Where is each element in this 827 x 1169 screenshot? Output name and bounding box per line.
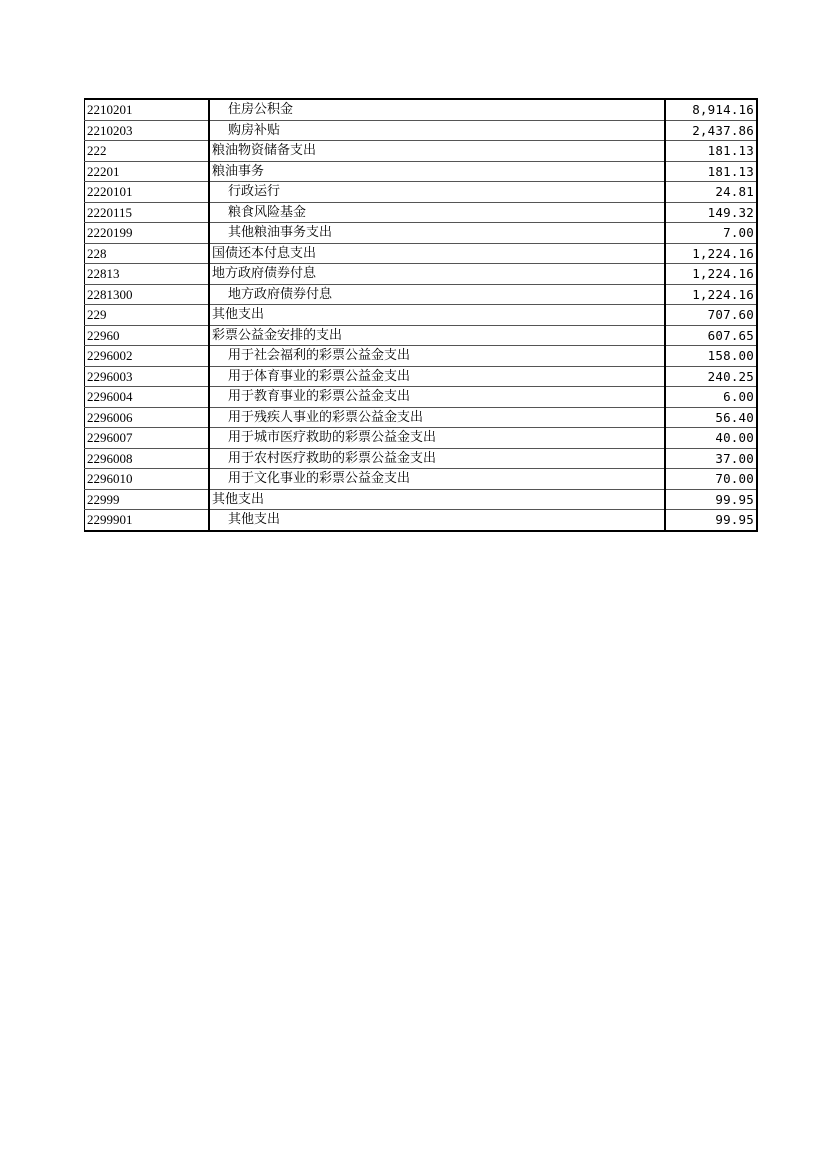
table-row xyxy=(85,182,758,203)
subject-code-cell: 2220115 xyxy=(85,202,210,223)
amount-cell: 181.13 xyxy=(665,161,757,182)
subject-code-cell: 2210201 xyxy=(85,99,210,120)
amount-cell: 149.32 xyxy=(665,202,757,223)
subject-name-cell: 用于教育事业的彩票公益金支出 xyxy=(209,387,665,408)
subject-name-cell: 其他粮油事务支出 xyxy=(209,223,665,244)
subject-code-cell: 2296010 xyxy=(85,469,210,490)
amount-cell: 7.00 xyxy=(665,223,757,244)
subject-name-cell: 地方政府债券付息 xyxy=(209,284,665,305)
table-row xyxy=(85,264,758,285)
subject-name-cell: 粮油物资储备支出 xyxy=(209,141,665,162)
amount-cell: 707.60 xyxy=(665,305,757,326)
subject-code-cell: 22960 xyxy=(85,325,210,346)
subject-name-cell: 用于城市医疗救助的彩票公益金支出 xyxy=(209,428,665,449)
table-body xyxy=(85,99,758,531)
subject-name-cell: 其他支出 xyxy=(209,305,665,326)
subject-code-cell: 22201 xyxy=(85,161,210,182)
table-row xyxy=(85,141,758,162)
subject-name-cell: 住房公积金 xyxy=(209,99,665,120)
subject-code-cell: 2220101 xyxy=(85,182,210,203)
subject-code-cell: 2220199 xyxy=(85,223,210,244)
subject-name-cell: 其他支出 xyxy=(209,489,665,510)
amount-cell: 56.40 xyxy=(665,407,757,428)
subject-name-cell: 粮食风险基金 xyxy=(209,202,665,223)
amount-cell: 2,437.86 xyxy=(665,120,757,141)
amount-cell: 99.95 xyxy=(665,510,757,531)
amount-cell: 70.00 xyxy=(665,469,757,490)
table-row xyxy=(85,202,758,223)
subject-name-cell: 用于文化事业的彩票公益金支出 xyxy=(209,469,665,490)
amount-cell: 24.81 xyxy=(665,182,757,203)
amount-cell: 99.95 xyxy=(665,489,757,510)
subject-code-cell: 2296002 xyxy=(85,346,210,367)
table-row xyxy=(85,489,758,510)
subject-name-cell: 用于残疾人事业的彩票公益金支出 xyxy=(209,407,665,428)
table-row xyxy=(85,428,758,449)
table-row xyxy=(85,99,758,120)
subject-code-cell: 222 xyxy=(85,141,210,162)
table-row xyxy=(85,284,758,305)
table-row xyxy=(85,407,758,428)
amount-cell: 1,224.16 xyxy=(665,284,757,305)
subject-code-cell: 2296003 xyxy=(85,366,210,387)
subject-name-cell: 其他支出 xyxy=(209,510,665,531)
subject-name-cell: 购房补贴 xyxy=(209,120,665,141)
subject-code-cell: 2296008 xyxy=(85,448,210,469)
subject-code-cell: 2296004 xyxy=(85,387,210,408)
table-row xyxy=(85,469,758,490)
amount-cell: 6.00 xyxy=(665,387,757,408)
subject-code-cell: 2210203 xyxy=(85,120,210,141)
subject-name-cell: 地方政府债券付息 xyxy=(209,264,665,285)
subject-name-cell: 国债还本付息支出 xyxy=(209,243,665,264)
table-row xyxy=(85,325,758,346)
subject-name-cell: 用于体育事业的彩票公益金支出 xyxy=(209,366,665,387)
subject-name-cell: 行政运行 xyxy=(209,182,665,203)
amount-cell: 181.13 xyxy=(665,141,757,162)
subject-code-cell: 228 xyxy=(85,243,210,264)
table-row xyxy=(85,120,758,141)
subject-code-cell: 2296007 xyxy=(85,428,210,449)
table-row xyxy=(85,448,758,469)
amount-cell: 40.00 xyxy=(665,428,757,449)
subject-name-cell: 粮油事务 xyxy=(209,161,665,182)
subject-code-cell: 2299901 xyxy=(85,510,210,531)
amount-cell: 8,914.16 xyxy=(665,99,757,120)
table-row xyxy=(85,223,758,244)
table-row xyxy=(85,243,758,264)
subject-code-cell: 22813 xyxy=(85,264,210,285)
table-row xyxy=(85,346,758,367)
subject-code-cell: 229 xyxy=(85,305,210,326)
subject-name-cell: 用于农村医疗救助的彩票公益金支出 xyxy=(209,448,665,469)
subject-name-cell: 用于社会福利的彩票公益金支出 xyxy=(209,346,665,367)
amount-cell: 37.00 xyxy=(665,448,757,469)
subject-code-cell: 2281300 xyxy=(85,284,210,305)
subject-name-cell: 彩票公益金安排的支出 xyxy=(209,325,665,346)
subject-code-cell: 22999 xyxy=(85,489,210,510)
table-row xyxy=(85,366,758,387)
amount-cell: 1,224.16 xyxy=(665,243,757,264)
expenditure-table xyxy=(84,98,758,532)
table-row xyxy=(85,161,758,182)
table-row xyxy=(85,387,758,408)
amount-cell: 158.00 xyxy=(665,346,757,367)
amount-cell: 240.25 xyxy=(665,366,757,387)
subject-code-cell: 2296006 xyxy=(85,407,210,428)
amount-cell: 1,224.16 xyxy=(665,264,757,285)
amount-cell: 607.65 xyxy=(665,325,757,346)
table-row xyxy=(85,305,758,326)
table-row xyxy=(85,510,758,531)
